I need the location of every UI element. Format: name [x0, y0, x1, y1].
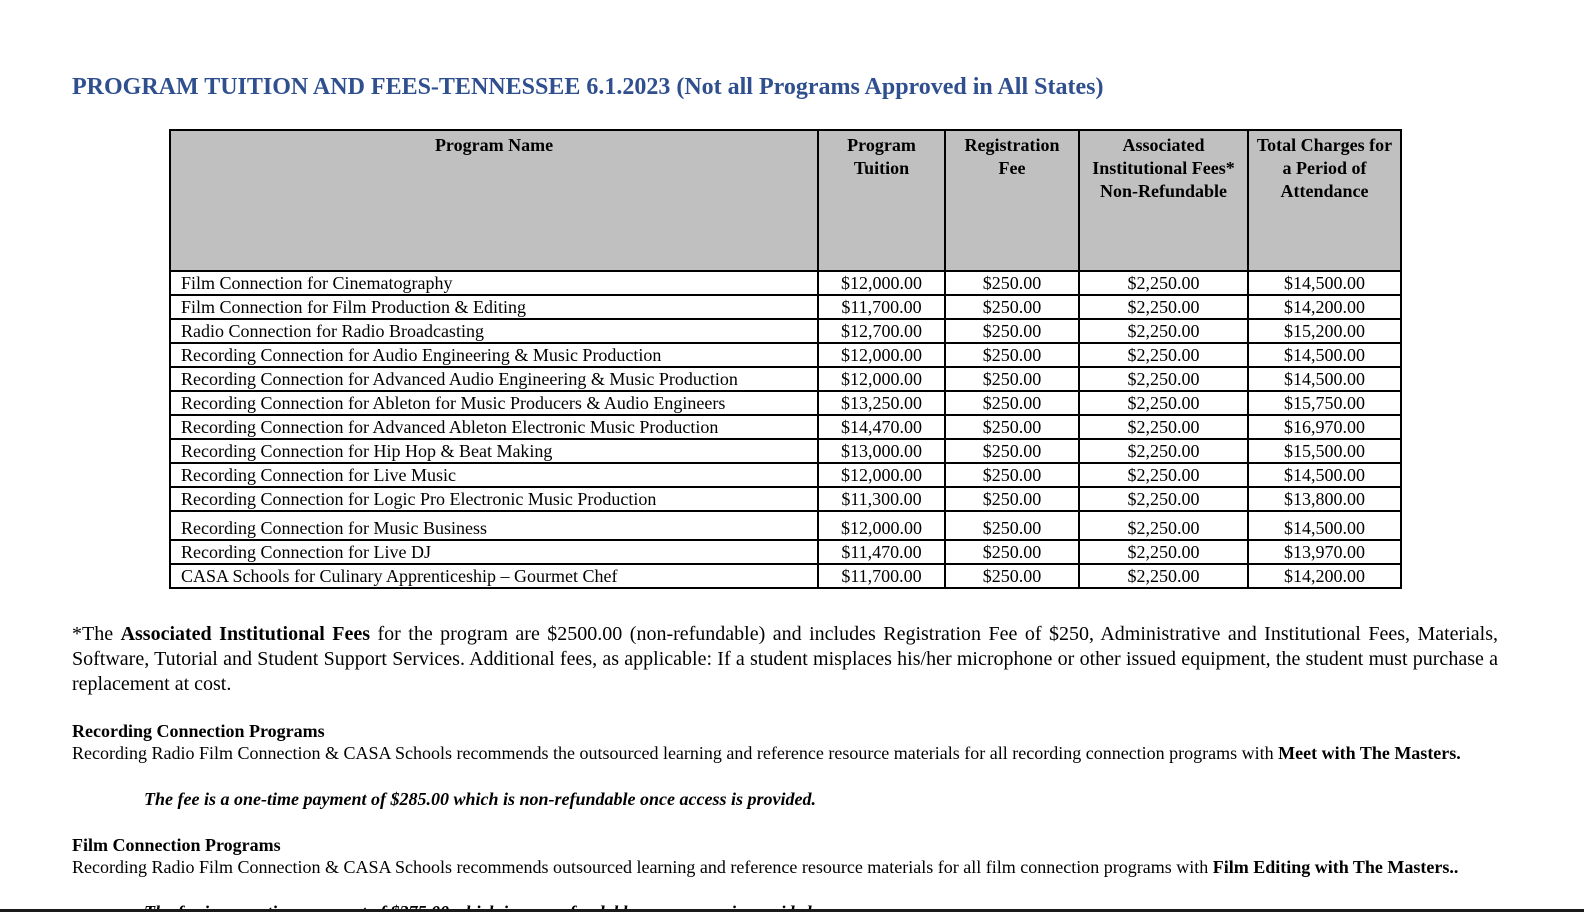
- program-name-cell: Recording Connection for Hip Hop & Beat Making: [170, 439, 818, 463]
- total-charges-cell: $14,200.00: [1248, 564, 1401, 588]
- registration-fee-cell: $250.00: [945, 439, 1079, 463]
- associated-fees-cell: $2,250.00: [1079, 343, 1248, 367]
- table-row: [170, 391, 1401, 415]
- program-name-cell: Recording Connection for Audio Engineering & Music Production: [170, 343, 818, 367]
- tuition-cell: $12,000.00: [818, 343, 945, 367]
- associated-fees-cell: $2,250.00: [1079, 511, 1248, 540]
- associated-fees-cell: $2,250.00: [1079, 367, 1248, 391]
- film-section-body: [72, 856, 1498, 879]
- tuition-cell: $11,700.00: [818, 295, 945, 319]
- associated-fees-cell: $2,250.00: [1079, 564, 1248, 588]
- table-row: [170, 439, 1401, 463]
- program-name-cell: Film Connection for Film Production & Editing: [170, 295, 818, 319]
- tuition-cell: $12,000.00: [818, 271, 945, 295]
- total-charges-cell: $14,500.00: [1248, 343, 1401, 367]
- film-section-text: Recording Radio Film Connection & CASA Schools recommends outsourced learning and reference resource materials for all film connection programs with: [72, 857, 1213, 877]
- tuition-fees-table: [169, 129, 1402, 589]
- program-name-cell: Recording Connection for Ableton for Music Producers & Audio Engineers: [170, 391, 818, 415]
- recording-section-body: [72, 742, 1498, 765]
- registration-fee-cell: $250.00: [945, 564, 1079, 588]
- footnote-bold-term: Associated Institutional Fees: [120, 623, 370, 645]
- program-name-cell: Film Connection for Cinematography: [170, 271, 818, 295]
- total-charges-cell: $16,970.00: [1248, 415, 1401, 439]
- total-charges-cell: $14,500.00: [1248, 511, 1401, 540]
- associated-fees-cell: $2,250.00: [1079, 463, 1248, 487]
- header-total-charges: Total Charges for a Period of Attendance: [1248, 130, 1401, 271]
- table-header-row: [170, 130, 1401, 271]
- film-section-resource: Film Editing with The Masters..: [1212, 857, 1459, 877]
- header-program-name: Program Name: [170, 130, 818, 271]
- associated-fees-cell: $2,250.00: [1079, 391, 1248, 415]
- associated-fees-cell: $2,250.00: [1079, 439, 1248, 463]
- table-row: [170, 487, 1401, 511]
- registration-fee-cell: $250.00: [945, 295, 1079, 319]
- tuition-cell: $13,000.00: [818, 439, 945, 463]
- tuition-cell: $11,470.00: [818, 540, 945, 564]
- header-registration-fee: Registration Fee: [945, 130, 1079, 271]
- registration-fee-cell: $250.00: [945, 415, 1079, 439]
- tuition-cell: $11,300.00: [818, 487, 945, 511]
- tuition-cell: $14,470.00: [818, 415, 945, 439]
- footnote-prefix: *The: [72, 623, 121, 645]
- tuition-cell: $12,000.00: [818, 511, 945, 540]
- table-row: [170, 271, 1401, 295]
- table-row: [170, 463, 1401, 487]
- associated-fees-footnote: [72, 622, 1498, 697]
- program-name-cell: Radio Connection for Radio Broadcasting: [170, 319, 818, 343]
- registration-fee-cell: $250.00: [945, 343, 1079, 367]
- registration-fee-cell: $250.00: [945, 367, 1079, 391]
- header-program-tuition: Program Tuition: [818, 130, 945, 271]
- program-name-cell: Recording Connection for Advanced Audio Engineering & Music Production: [170, 367, 818, 391]
- footnote-text: for the program are $2500.00 (non-refundable) and includes Registration Fee of $250, Administrative and Institutional Fees, Materials, Software, Tutorial and Student Support Services. Additional fees, as applicable: If a student misplaces his/her microphone or other issued equipment, the student must purchase a replacement at cost.: [72, 623, 1498, 695]
- table-row: [170, 415, 1401, 439]
- associated-fees-cell: $2,250.00: [1079, 540, 1248, 564]
- table-row: [170, 540, 1401, 564]
- tuition-cell: $12,000.00: [818, 367, 945, 391]
- registration-fee-cell: $250.00: [945, 487, 1079, 511]
- recording-fee-note: The fee is a one-time payment of $285.00 which is non-refundable once access is provided.: [144, 789, 816, 809]
- table-row: [170, 295, 1401, 319]
- table-row: [170, 367, 1401, 391]
- total-charges-cell: $13,800.00: [1248, 487, 1401, 511]
- page-bottom-edge: [0, 912, 1584, 923]
- total-charges-cell: $14,500.00: [1248, 271, 1401, 295]
- tuition-cell: $12,700.00: [818, 319, 945, 343]
- table-row: [170, 511, 1401, 540]
- registration-fee-cell: $250.00: [945, 511, 1079, 540]
- registration-fee-cell: $250.00: [945, 391, 1079, 415]
- recording-section-text: Recording Radio Film Connection & CASA Schools recommends the outsourced learning and reference resource materials for all recording connection programs with: [72, 743, 1279, 763]
- tuition-cell: $11,700.00: [818, 564, 945, 588]
- registration-fee-cell: $250.00: [945, 540, 1079, 564]
- registration-fee-cell: $250.00: [945, 271, 1079, 295]
- program-name-cell: Recording Connection for Advanced Ableton Electronic Music Production: [170, 415, 818, 439]
- film-section-heading: Film Connection Programs: [72, 835, 281, 855]
- associated-fees-cell: $2,250.00: [1079, 319, 1248, 343]
- total-charges-cell: $13,970.00: [1248, 540, 1401, 564]
- total-charges-cell: $15,750.00: [1248, 391, 1401, 415]
- header-associated-fees: Associated Institutional Fees* Non-Refundable: [1079, 130, 1248, 271]
- associated-fees-cell: $2,250.00: [1079, 295, 1248, 319]
- registration-fee-cell: $250.00: [945, 319, 1079, 343]
- total-charges-cell: $14,200.00: [1248, 295, 1401, 319]
- total-charges-cell: $15,200.00: [1248, 319, 1401, 343]
- program-name-cell: Recording Connection for Logic Pro Electronic Music Production: [170, 487, 818, 511]
- program-name-cell: CASA Schools for Culinary Apprenticeship – Gourmet Chef: [170, 564, 818, 588]
- table-row: [170, 343, 1401, 367]
- associated-fees-cell: $2,250.00: [1079, 271, 1248, 295]
- table-row: [170, 564, 1401, 588]
- total-charges-cell: $14,500.00: [1248, 367, 1401, 391]
- total-charges-cell: $15,500.00: [1248, 439, 1401, 463]
- associated-fees-cell: $2,250.00: [1079, 487, 1248, 511]
- associated-fees-cell: $2,250.00: [1079, 415, 1248, 439]
- recording-section-resource: Meet with The Masters.: [1278, 743, 1461, 763]
- recording-section-heading: Recording Connection Programs: [72, 721, 325, 741]
- table-row: [170, 319, 1401, 343]
- total-charges-cell: $14,500.00: [1248, 463, 1401, 487]
- tuition-cell: $12,000.00: [818, 463, 945, 487]
- page-title: PROGRAM TUITION AND FEES-TENNESSEE 6.1.2023 (Not all Programs Approved in All States): [72, 74, 1104, 100]
- registration-fee-cell: $250.00: [945, 463, 1079, 487]
- program-name-cell: Recording Connection for Live Music: [170, 463, 818, 487]
- program-name-cell: Recording Connection for Live DJ: [170, 540, 818, 564]
- tuition-cell: $13,250.00: [818, 391, 945, 415]
- program-name-cell: Recording Connection for Music Business: [170, 511, 818, 540]
